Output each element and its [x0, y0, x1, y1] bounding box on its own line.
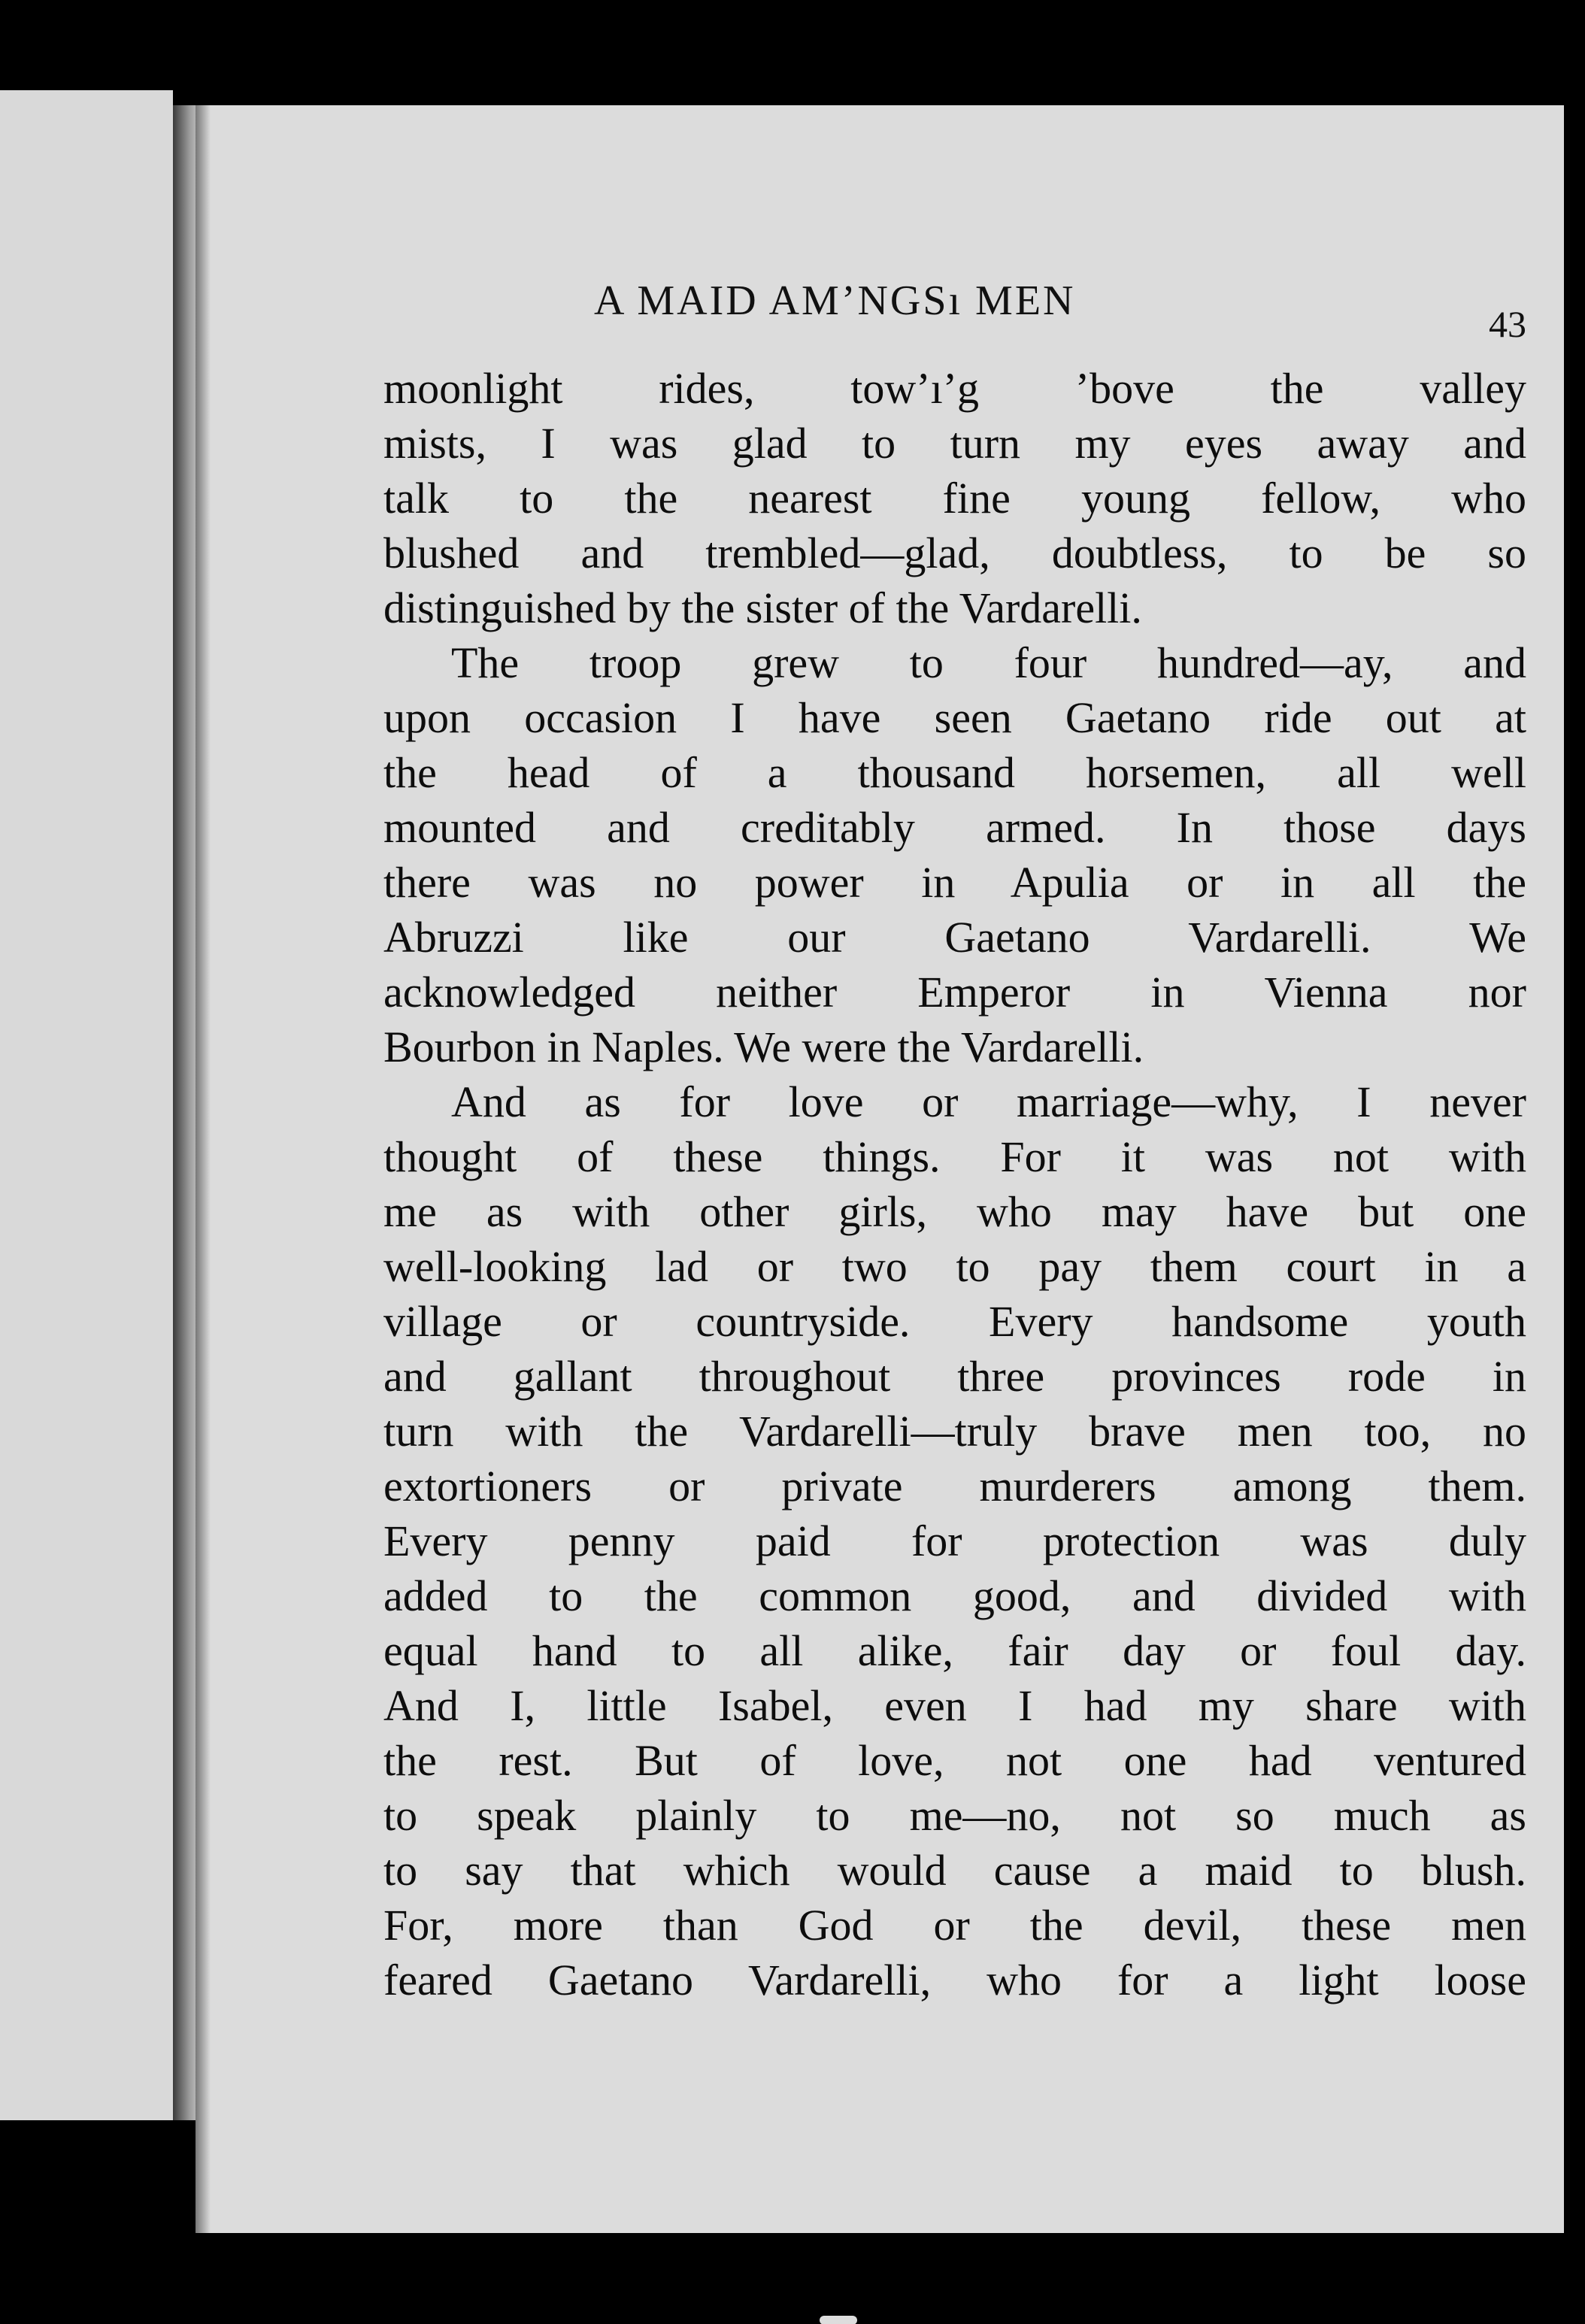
text-line: to say that which would cause a maid to blush. [383, 1846, 1526, 1895]
text-line: mounted and creditably armed. In those days [383, 803, 1526, 852]
facing-page-edge [0, 90, 173, 2120]
text-line: extortioners or private murderers among them. [383, 1462, 1526, 1510]
text-line: Every penny paid for protection was duly [383, 1517, 1526, 1565]
text-line: upon occasion I have seen Gaetano ride out at [383, 693, 1526, 742]
text-line: there was no power in Apulia or in all the [383, 858, 1526, 907]
spine-shadow [195, 105, 211, 2233]
text-line: mists, I was glad to turn my eyes away and [383, 419, 1526, 468]
text-line: the head of a thousand horsemen, all well [383, 748, 1526, 797]
running-header: A MAID AM’NGSı MEN [594, 277, 1076, 324]
text-line: me as with other girls, who may have but one [383, 1187, 1526, 1236]
text-line: talk to the nearest fine young fellow, who [383, 474, 1526, 523]
scan-artifact [820, 2316, 857, 2324]
text-line: Abruzzi like our Gaetano Vardarelli. We [383, 913, 1526, 962]
text-line: turn with the Vardarelli—truly brave men too, no [383, 1407, 1526, 1456]
book-page [195, 105, 1564, 2233]
text-line: Bourbon in Naples. We were the Vardarelli. [383, 1023, 1144, 1071]
text-line: The troop grew to four hundred—ay, and [451, 638, 1526, 687]
text-line: moonlight rides, tow’ı’g ’bove the valley [383, 364, 1526, 413]
text-line: added to the common good, and divided with [383, 1571, 1526, 1620]
text-line: For, more than God or the devil, these men [383, 1901, 1526, 1950]
text-line: And I, little Isabel, even I had my share with [383, 1681, 1526, 1730]
text-line: the rest. But of love, not one had ventured [383, 1736, 1526, 1785]
text-line: blushed and trembled—glad, doubtless, to be so [383, 529, 1526, 577]
text-line: acknowledged neither Emperor in Vienna nor [383, 968, 1526, 1017]
text-line: village or countryside. Every handsome youth [383, 1297, 1526, 1346]
page-number: 43 [1489, 303, 1526, 345]
text-line: thought of these things. For it was not with [383, 1132, 1526, 1181]
page-body-text [383, 361, 1526, 2007]
text-line: feared Gaetano Vardarelli, who for a light loose [383, 1956, 1526, 2004]
text-line: well-looking lad or two to pay them court in a [383, 1242, 1526, 1291]
text-line: to speak plainly to me—no, not so much as [383, 1791, 1526, 1840]
text-line: And as for love or marriage—why, I never [451, 1077, 1526, 1126]
text-line: distinguished by the sister of the Vardarelli. [383, 583, 1142, 632]
text-line: and gallant throughout three provinces rode in [383, 1352, 1526, 1401]
text-line: equal hand to all alike, fair day or foul day. [383, 1626, 1526, 1675]
